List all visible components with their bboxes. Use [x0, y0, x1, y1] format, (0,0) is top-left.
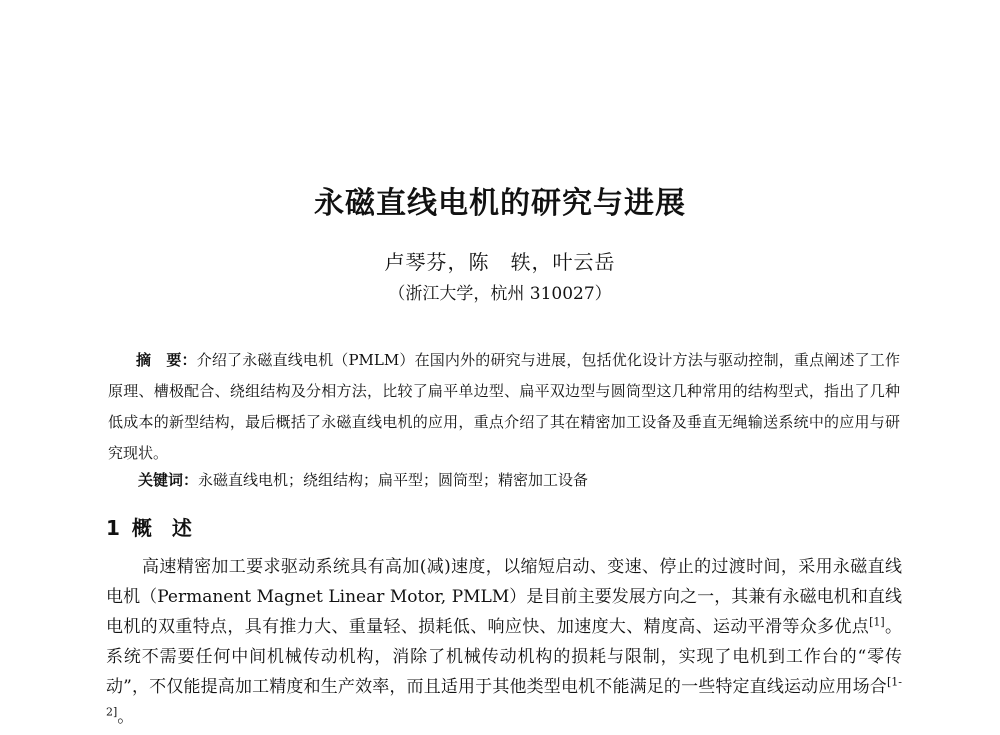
- body-text-2: 。系统不需要任何中间机械传动机构，消除了机械传动机构的损耗与限制，实现了电机到工作台的“零传动”，不仅能提高加工精度和生产效率，而且适用于其他类型电机不能满足的一些特定直线运动应用场合: [106, 617, 902, 697]
- section-title: 概 述: [131, 516, 192, 540]
- keywords: [138, 468, 898, 492]
- abstract-label: 摘 要：: [136, 351, 197, 369]
- body-text-1: 高速精密加工要求驱动系统具有高加(减)速度，以缩短启动、变速、停止的过渡时间，采用永磁直线电机（Permanent Magnet Linear Motor, PMLM）是目前主要发展方向之一，其兼有永磁电机和直线电机的双重特点，具有推力大、重量轻、损耗低、响应快、加速度大、精度高、运动平滑等众多优点: [106, 557, 902, 637]
- citation-1: [1]: [869, 615, 885, 629]
- section-heading: [106, 512, 204, 541]
- section-number: 1: [106, 516, 120, 540]
- body-paragraph: [106, 552, 902, 732]
- abstract-text: 介绍了永磁直线电机（PMLM）在国内外的研究与进展，包括优化设计方法与驱动控制，重点阐述了工作原理、槽极配合、绕组结构及分相方法，比较了扁平单边型、扁平双边型与圆筒型这几种常用的结构型式，指出了几种低成本的新型结构，最后概括了永磁直线电机的应用，重点介绍了其在精密加工设备及垂直无绳输送系统中的应用与研究现状。: [108, 351, 900, 462]
- keywords-label: 关键词：: [138, 471, 199, 489]
- citation-2: [1-2]: [106, 675, 902, 719]
- body-text-3: 。: [117, 707, 135, 727]
- keywords-text: 永磁直线电机；绕组结构；扁平型；圆筒型；精密加工设备: [198, 471, 589, 489]
- paper-title: 永磁直线电机的研究与进展: [314, 186, 686, 221]
- authors: 卢琴芬，陈 轶，叶云岳: [384, 250, 616, 274]
- affiliation: （浙江大学，杭州 310027）: [388, 284, 612, 304]
- abstract: [108, 345, 900, 469]
